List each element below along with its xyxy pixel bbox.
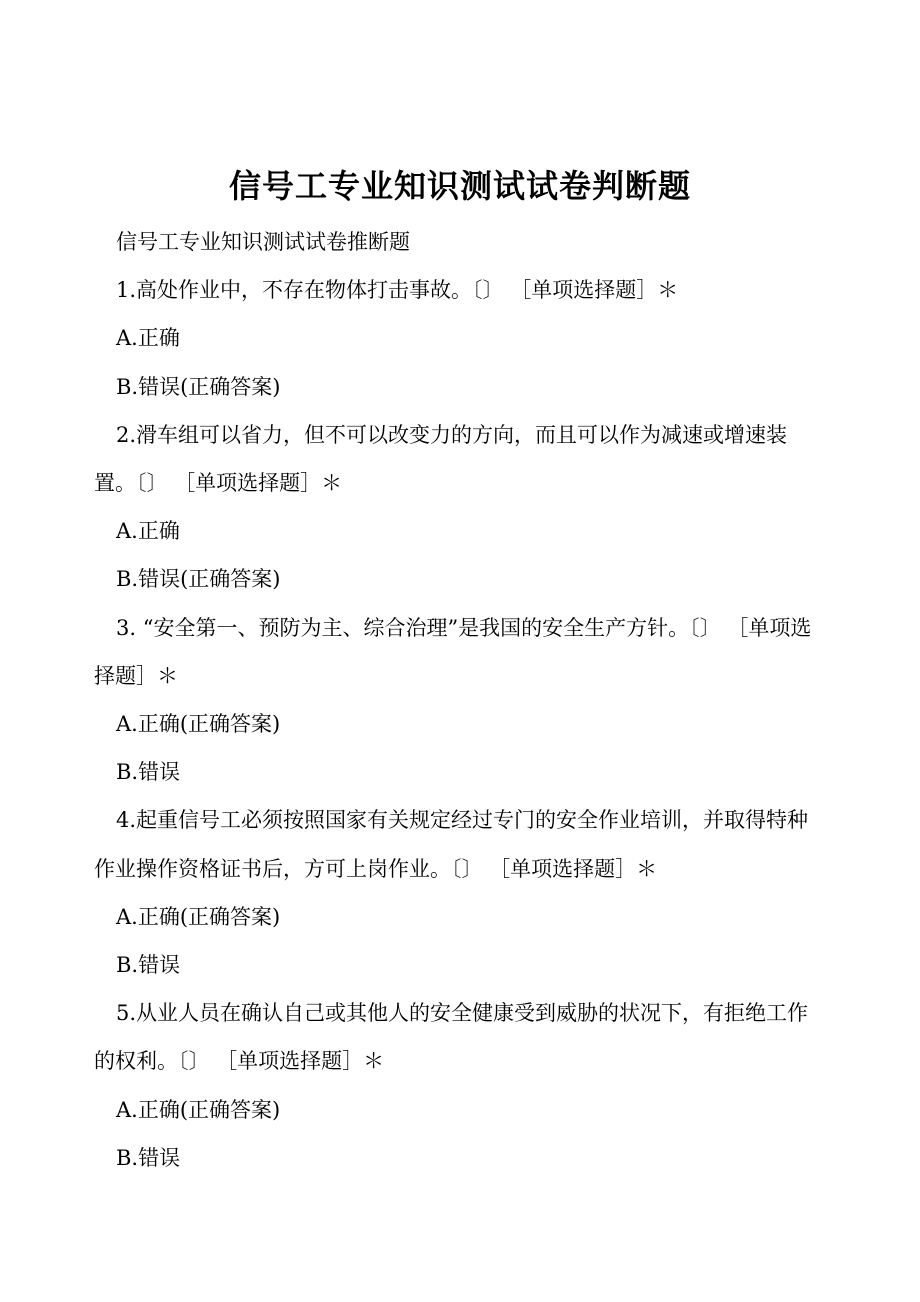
document-body xyxy=(94,218,816,1182)
question-3-option-a: A.正确(正确答案) xyxy=(116,712,281,737)
question-4-text: 4.起重信号工必须按照国家有关规定经过专门的安全作业培训，并取得特种作业操作资格证书后，方可上岗作业。〔〕 ［单项选择题］＊ xyxy=(94,808,809,881)
question-5-text: 5.从业人员在确认自己或其他人的安全健康受到威胁的状况下，有拒绝工作的权利。〔〕 ［单项选择题］＊ xyxy=(94,1001,809,1074)
question-4-option-a: A.正确(正确答案) xyxy=(116,904,281,929)
question-1-text: 1.高处作业中，不存在物体打击事故。〔〕 ［单项选择题］＊ xyxy=(116,278,679,303)
question-5-option-b: B.错误 xyxy=(116,1145,181,1170)
question-1-option-a: A.正确 xyxy=(116,326,180,351)
question-1-option-b: B.错误(正确答案) xyxy=(116,374,281,399)
document-title: 信号工专业知识测试试卷判断题 xyxy=(228,167,691,205)
question-5-option-a: A.正确(正确答案) xyxy=(116,1097,281,1122)
question-2-text: 2.滑车组可以省力，但不可以改变力的方向，而且可以作为减速或增速装置。〔〕 ［单项选择题］＊ xyxy=(94,422,788,496)
question-2-option-b: B.错误(正确答案) xyxy=(116,567,281,592)
question-2-option-a: A.正确 xyxy=(116,519,180,544)
question-4-option-b: B.错误 xyxy=(116,953,181,978)
question-3-text: 3. “安全第一、预防为主、综合治理”是我国的安全生产方针。〔〕 ［单项选择题］＊ xyxy=(94,615,812,688)
question-3-option-b: B.错误 xyxy=(116,760,181,785)
document-subtitle: 信号工专业知识测试试卷推断题 xyxy=(116,230,410,254)
